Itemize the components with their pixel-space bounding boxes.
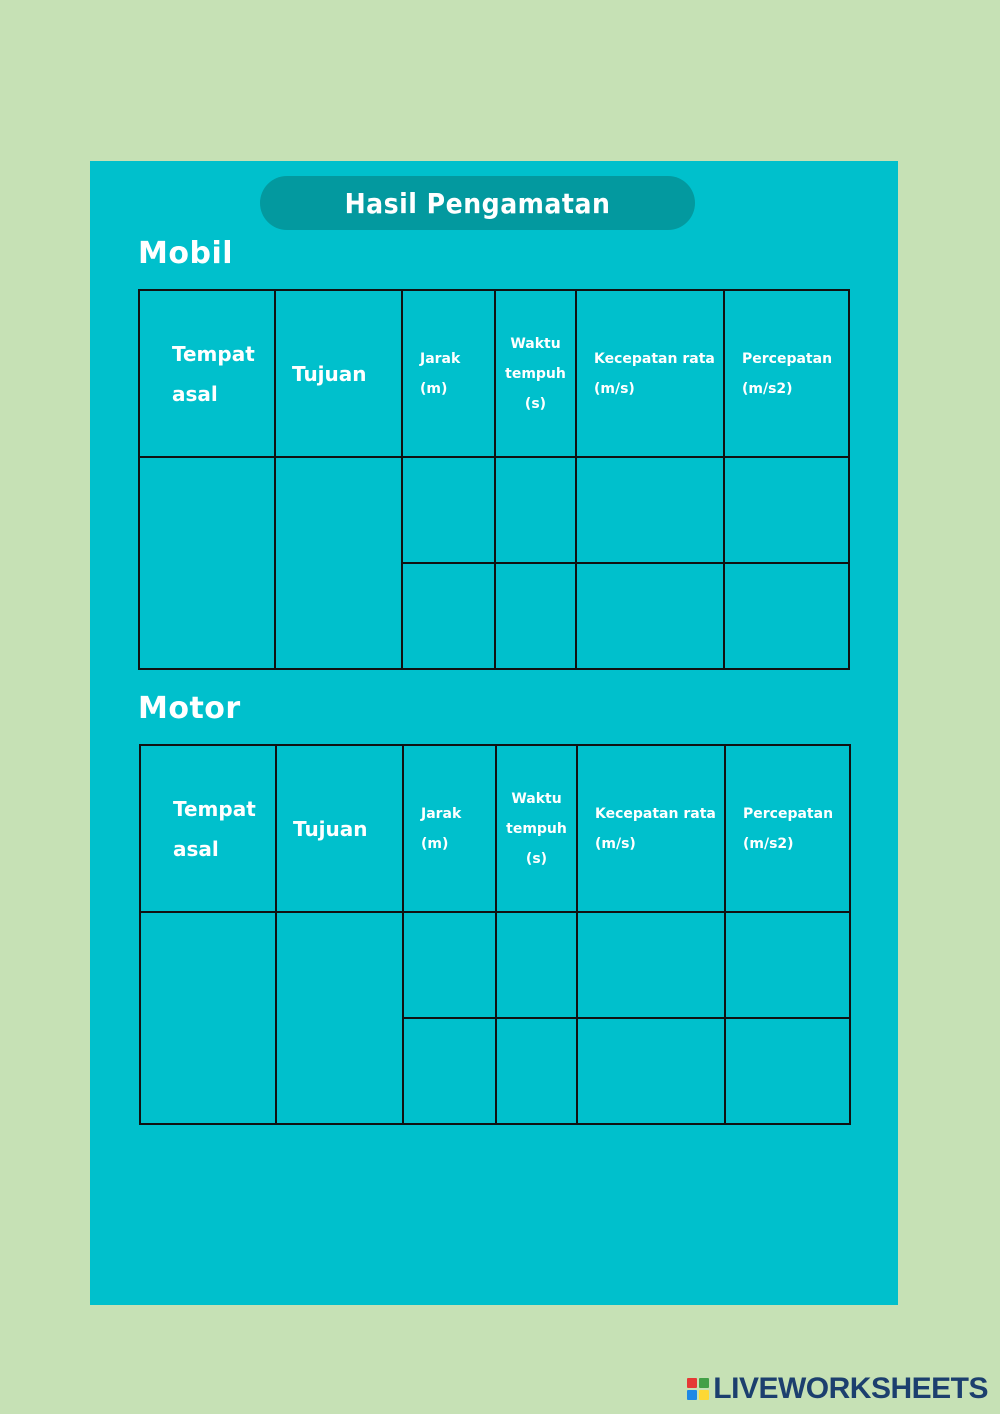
section-label-mobil: Mobil bbox=[138, 236, 234, 271]
logo-square bbox=[687, 1390, 697, 1400]
input-jarak-2[interactable] bbox=[403, 1018, 496, 1124]
header-percepatan: Percepatan (m/s2) bbox=[724, 290, 849, 457]
input-waktu-1[interactable] bbox=[495, 457, 576, 563]
input-jarak-1[interactable] bbox=[403, 912, 496, 1018]
table-header-row bbox=[140, 745, 850, 912]
input-kecepatan-1[interactable] bbox=[577, 912, 725, 1018]
table-header-row bbox=[139, 290, 849, 457]
section-label-motor: Motor bbox=[138, 691, 241, 726]
input-tujuan[interactable] bbox=[276, 912, 403, 1124]
input-percepatan-2[interactable] bbox=[724, 563, 849, 669]
input-waktu-2[interactable] bbox=[496, 1018, 577, 1124]
input-kecepatan-2[interactable] bbox=[577, 1018, 725, 1124]
header-kecepatan: Kecepatan rata (m/s) bbox=[576, 290, 724, 457]
table-motor bbox=[139, 744, 851, 1125]
input-kecepatan-2[interactable] bbox=[576, 563, 724, 669]
logo-squares-icon bbox=[687, 1378, 709, 1400]
header-waktu: Waktu tempuh (s) bbox=[496, 745, 577, 912]
header-waktu: Waktu tempuh (s) bbox=[495, 290, 576, 457]
input-waktu-2[interactable] bbox=[495, 563, 576, 669]
header-jarak: Jarak (m) bbox=[402, 290, 495, 457]
header-tempat-asal: Tempat asal bbox=[140, 745, 276, 912]
input-waktu-1[interactable] bbox=[496, 912, 577, 1018]
input-tempat-asal[interactable] bbox=[140, 912, 276, 1124]
input-tempat-asal[interactable] bbox=[139, 457, 275, 669]
logo-square bbox=[687, 1378, 697, 1388]
header-tujuan: Tujuan bbox=[276, 745, 403, 912]
header-percepatan: Percepatan (m/s2) bbox=[725, 745, 850, 912]
input-tujuan[interactable] bbox=[275, 457, 402, 669]
input-percepatan-2[interactable] bbox=[725, 1018, 850, 1124]
liveworksheets-logo bbox=[687, 1372, 988, 1406]
input-jarak-1[interactable] bbox=[402, 457, 495, 563]
logo-square bbox=[699, 1378, 709, 1388]
input-jarak-2[interactable] bbox=[402, 563, 495, 669]
input-percepatan-1[interactable] bbox=[724, 457, 849, 563]
header-tempat-asal: Tempat asal bbox=[139, 290, 275, 457]
input-kecepatan-1[interactable] bbox=[576, 457, 724, 563]
input-percepatan-1[interactable] bbox=[725, 912, 850, 1018]
table-row bbox=[140, 912, 850, 1018]
logo-text: LIVEWORKSHEETS bbox=[713, 1372, 988, 1405]
header-kecepatan: Kecepatan rata (m/s) bbox=[577, 745, 725, 912]
header-jarak: Jarak (m) bbox=[403, 745, 496, 912]
logo-square bbox=[699, 1390, 709, 1400]
table-row bbox=[139, 457, 849, 563]
header-tujuan: Tujuan bbox=[275, 290, 402, 457]
page-title: Hasil Pengamatan bbox=[260, 176, 695, 230]
table-mobil bbox=[138, 289, 850, 670]
